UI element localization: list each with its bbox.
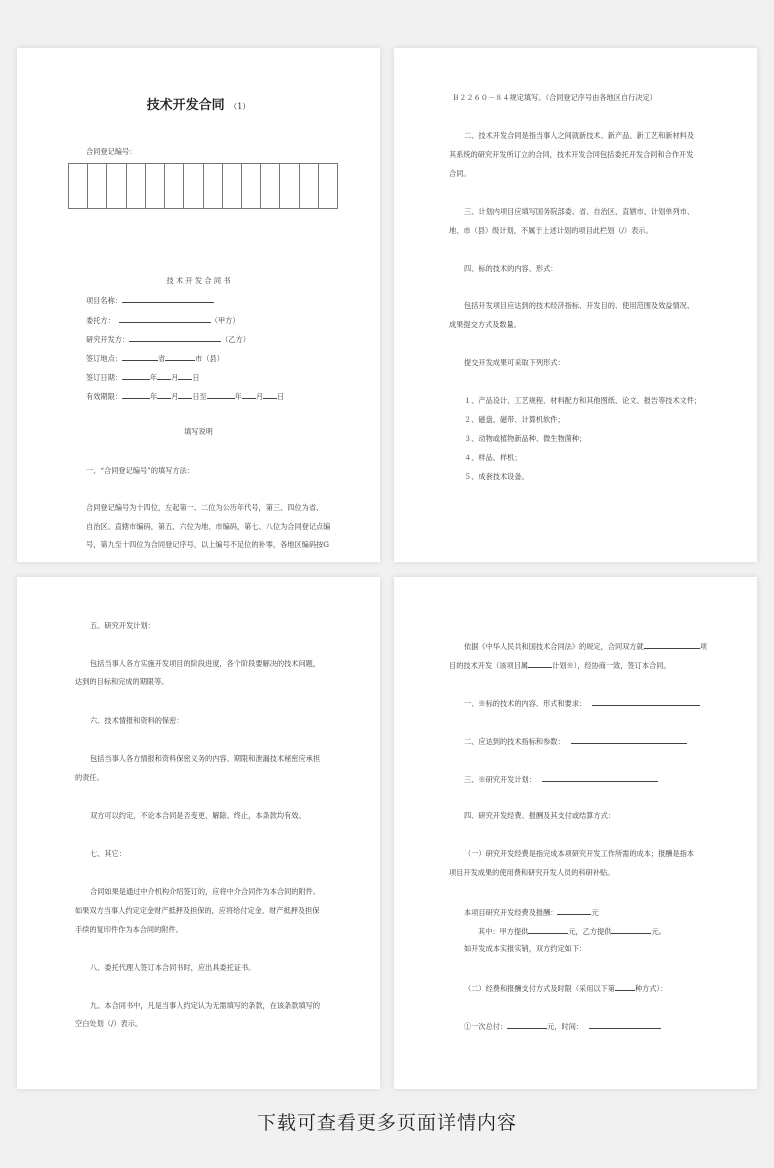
- p4-payment-line: ①一次总付： 元，时间：: [464, 1020, 661, 1032]
- p3-sec7-line-1: 合同如果是通过中介机构介绍签订的，应将中介合同作为本合同的附件。: [90, 887, 321, 896]
- note-item-1: 一、“合同登记编号”的填写方法：: [86, 466, 194, 475]
- reg-number-cell: [127, 164, 146, 208]
- p2-list-item: ２、磁盘、磁带、计算机软件；: [464, 415, 565, 424]
- reg-number-label: 合同登记编号：: [86, 147, 137, 156]
- reg-number-cell: [280, 164, 299, 208]
- reg-number-cell: [146, 164, 165, 208]
- developer-row: 研究开发方： （乙方）: [86, 335, 250, 344]
- p4-clause-4b: （二）经费和报酬支付方式及时限（采用以下第 种方式）：: [464, 984, 668, 993]
- p2-item6: 提交开发成果可采取下列形式：: [464, 358, 565, 367]
- reg-number-cell: [300, 164, 319, 208]
- p4-clause-3: 三、※研究开发计划：: [464, 773, 658, 785]
- title-text: 技术开发合同: [146, 98, 225, 113]
- p3-sec5-line-1: 包括当事人各方实施开发项目的阶段进度，各个阶段要解决的技术问题，: [90, 659, 321, 668]
- p3-sec6: 六、技术情报和资料的保密：: [90, 716, 184, 725]
- p2-item3-line-2: 地、市（县）级计划，不属于上述计划的项目此栏划（/）表示。: [449, 226, 653, 235]
- p3-sec7-line-2: 如果双方当事人约定定金财产抵押及担保的，应将给付定金、财产抵押及担保: [75, 906, 320, 915]
- reg-number-cell: [319, 164, 337, 208]
- p3-sec7: 七、其它：: [90, 849, 126, 858]
- reg-number-cell: [261, 164, 280, 208]
- p2-list-item: ４、样品、样机；: [464, 453, 522, 462]
- document-page-2: [394, 48, 757, 562]
- note-para-line-1: 合同登记编号为十四位，左起第一、二位为公历年代号，第三、四位为省、: [86, 503, 324, 512]
- project-name-row: 项目名称：: [86, 294, 214, 306]
- sign-date-row: 签订日期： 年 月 日: [86, 373, 200, 382]
- reg-number-cell: [88, 164, 107, 208]
- reg-number-cell: [69, 164, 88, 208]
- p4-clause-2: 二、应达到的技术指标和参数：: [464, 735, 687, 747]
- reg-number-grid: [68, 163, 338, 209]
- p3-sec8: 八、委托代理人签订本合同书时，应出具委托证书。: [90, 963, 256, 972]
- reg-number-cell: [223, 164, 242, 208]
- p2-list-item: ３、动物或植物新品种、微生物菌种；: [464, 434, 587, 443]
- document-page-1: [17, 48, 380, 562]
- reg-number-cell: [204, 164, 223, 208]
- p4-clause-4: 四、研究开发经费、报酬及其支付或结算方式：: [464, 811, 615, 820]
- p2-list-item: １、产品设计、工艺规程、材料配方和其他图纸、论文、报告等技术文件；: [464, 396, 702, 405]
- p4-fee-split-line: 其中：甲方提供 元，乙方提供 元。: [478, 927, 666, 936]
- p4-intro-line-2: 目的技术开发（该项目属 计划※），经协商一致，签订本合同。: [449, 661, 671, 670]
- book-title: 技 术 开 发 合 同 书: [166, 276, 231, 285]
- p4-fee-line: 本项目研究开发经费及报酬： 元: [464, 908, 599, 917]
- reg-number-cell: [184, 164, 203, 208]
- p3-sec5: 五、研究开发计划：: [90, 621, 155, 630]
- p2-line-1: Ｂ２２６０－８４规定填写。（合同登记序号由各地区自行决定）: [452, 93, 657, 102]
- p3-sec9-line-2: 空白处划（/）表示。: [75, 1019, 143, 1028]
- sign-place-row: 签订地点： 省 市（县）: [86, 354, 224, 363]
- note-para-line-2: 自治区、直辖市编码，第五、六位为地、市编码，第七、八位为合同登记点编: [86, 522, 331, 531]
- p2-list-item: ５、成套技术设备。: [464, 472, 529, 481]
- p2-item2-line-1: 二、技术开发合同是指当事人之间就新技术、新产品、新工艺和新材料及: [464, 131, 695, 140]
- p2-item2-line-3: 合同。: [449, 169, 471, 178]
- valid-period-row: 有效期限： 年 月 日至 年 月 日: [86, 392, 285, 401]
- reg-number-cell: [242, 164, 261, 208]
- notes-title: 填写说明: [184, 427, 213, 436]
- p4-clause-1: 一、※标的技术的内容、形式和要求：: [464, 697, 700, 709]
- p3-sec6-line-3: 双方可以约定，不论本合同是否变更、解除、终止，本条款均有效。: [90, 811, 306, 820]
- download-more-footer[interactable]: 下载可查看更多页面详情内容: [256, 1112, 517, 1134]
- p2-item3-line-1: 三、计划内项目应填写国务院部委、省、自治区、直辖市、计划单列市、: [464, 207, 695, 216]
- note-para-line-3: 号，第九至十四位为合同登记序号，以上编号不足位的补零，各地区编码按G: [86, 540, 329, 549]
- p3-sec7-line-3: 手续的复印件作为本合同的附件。: [75, 925, 183, 934]
- contract-title: [17, 94, 380, 113]
- reg-number-cell: [165, 164, 184, 208]
- document-page-3: [17, 577, 380, 1089]
- p4-clause-4a-line-2: 项目开发成果的使用费和研究开发人员的科研补贴。: [449, 868, 615, 877]
- p3-sec5-line-2: 达到的目标和完成的期限等。: [75, 677, 169, 686]
- reg-number-cell: [107, 164, 126, 208]
- p3-sec9-line-1: 九、本合同书中，凡是当事人约定认为无需填写的条款，在该条款填写的: [90, 1001, 321, 1010]
- p2-item5-line-2: 成果提交方式及数量。: [449, 320, 521, 329]
- p3-sec6-line-2: 的责任。: [75, 773, 104, 782]
- document-page-4: [394, 577, 757, 1089]
- p4-clause-4a-line-1: （一）研究开发经费是指完成本项研究开发工作所需的成本；报酬是指本: [464, 849, 695, 858]
- title-suffix: （1）: [229, 102, 251, 111]
- p4-intro-line-1: 依据《中华人民共和国技术合同法》的规定，合同双方就 项: [464, 642, 707, 651]
- p4-fee-note: 如开发成本实报实销，双方约定如下：: [464, 944, 587, 953]
- p3-sec6-line-1: 包括当事人各方情报和资料保密义务的内容、期限和泄漏技术秘密应承担: [90, 754, 321, 763]
- p2-item5-line-1: 包括开发项目应达到的技术经济指标、开发目的、使用范围及效益情况、: [464, 301, 695, 310]
- p2-item2-line-2: 其系统的研究开发所订立的合同，技术开发合同包括委托开发合同和合作开发: [449, 150, 694, 159]
- client-row: 委托方： （甲方）: [86, 316, 240, 325]
- p2-item4: 四、标的技术的内容、形式：: [464, 264, 558, 273]
